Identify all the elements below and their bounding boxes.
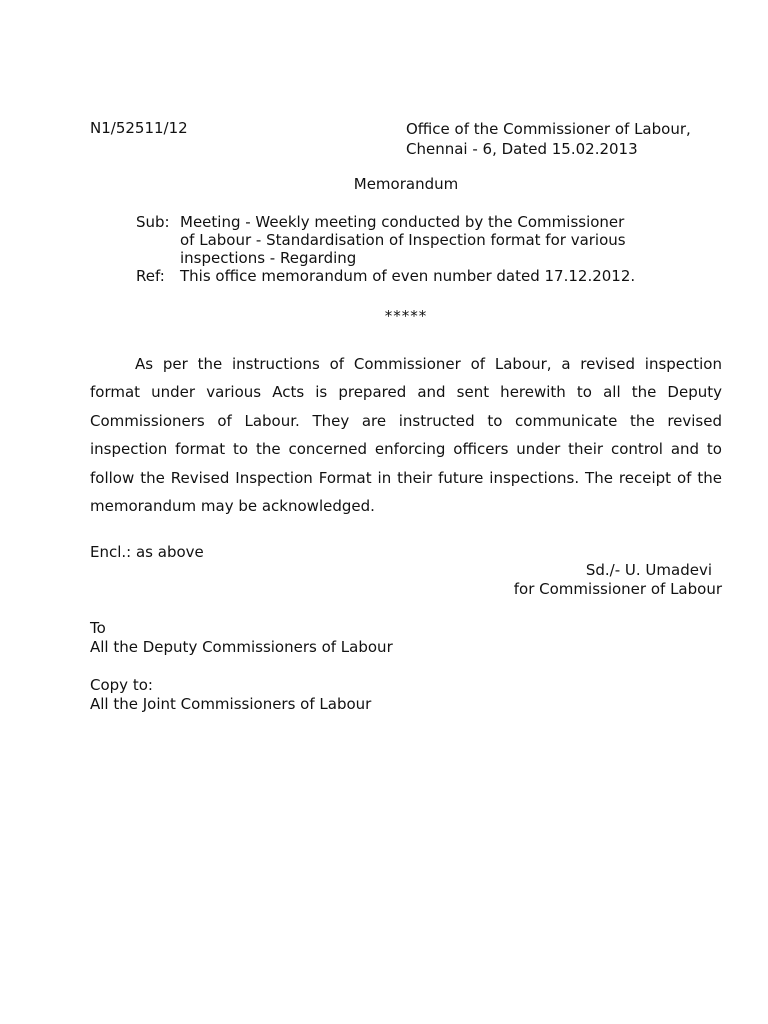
- memo-title: Memorandum: [353, 175, 459, 193]
- signature-block: [514, 561, 722, 599]
- subject-line: inspections - Regarding: [180, 249, 357, 267]
- office-name: Office of the Commissioner of Labour,: [406, 120, 691, 138]
- section-separator: *****: [384, 307, 428, 325]
- subject-text: [180, 213, 626, 267]
- subject-line: of Labour - Standardisation of Inspection format for various: [180, 231, 626, 249]
- enclosure-note: Encl.: as above: [90, 543, 204, 561]
- office-location-date: Chennai - 6, Dated 15.02.2013: [406, 140, 638, 158]
- subject-row: [136, 213, 635, 267]
- addressee-block: [90, 619, 393, 657]
- office-address: [406, 119, 691, 159]
- to-label: To: [90, 619, 106, 637]
- body-paragraph: As per the instructions of Commissioner of Labour, a revised inspection format under various Acts is prepared and sent herewith to all the Deputy Commissioners of Labour. They are instructed to communicate the revised inspection format to the concerned enforcing officers under their control and to follow the Revised Inspection Format in their future inspections. The receipt of the memorandum may be acknowledged.: [90, 355, 722, 516]
- copy-to-block: [90, 676, 371, 714]
- signatory-name: Sd./- U. Umadevi: [585, 561, 712, 579]
- subject-label: Sub:: [136, 213, 170, 231]
- copy-label: Copy to:: [90, 676, 153, 694]
- subject-reference-block: [136, 213, 635, 286]
- reference-row: [136, 267, 635, 286]
- reference-text: This office memorandum of even number dated 17.12.2012.: [180, 267, 636, 285]
- file-number: N1/52511/12: [90, 119, 188, 137]
- signatory-designation: for Commissioner of Labour: [513, 580, 722, 598]
- to-recipient: All the Deputy Commissioners of Labour: [90, 638, 393, 656]
- reference-label: Ref:: [136, 267, 165, 285]
- subject-line: Meeting - Weekly meeting conducted by the Commissioner: [180, 213, 625, 231]
- copy-recipient: All the Joint Commissioners of Labour: [90, 695, 372, 713]
